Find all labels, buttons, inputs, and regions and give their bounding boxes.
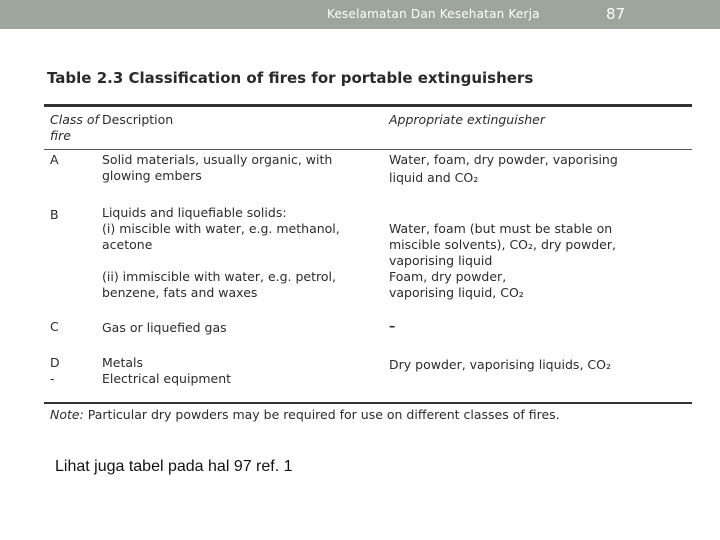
row-a-description: Solid materials, usually organic, with glowing embers [102,152,333,183]
table-top-rule [44,104,692,107]
row-b-extinguisher-ii: Foam, dry powder, vaporising liquid, CO₂ [389,269,524,300]
header-rule [44,149,692,150]
page-number: 87 [606,5,626,23]
course-title: Keselamatan Dan Kesehatan Kerja [327,7,540,21]
row-b-description-i: Liquids and liquefiable solids: (i) miscible with water, e.g. methanol, acetone [102,205,340,252]
table-note: Note: Particular dry powders may be required for use on different classes of fires. [50,407,560,422]
row-b-extinguisher-i: Water, foam (but must be stable on miscible solvents), CO₂, dry powder, vaporising liquid [389,221,616,268]
row-b-description-ii: (ii) immiscible with water, e.g. petrol, benzene, fats and waxes [102,269,336,300]
row-c-extinguisher: – [389,318,396,333]
row-d-extinguisher: Dry powder, vaporising liquids, CO₂ [389,357,611,372]
row-d-class: D - [50,355,60,386]
row-b-class: B [50,207,59,222]
slide-caption: Lihat juga tabel pada hal 97 ref. 1 [55,458,293,475]
table-title: Table 2.3 Classification of fires for portable extinguishers [47,69,534,87]
slide-header-bar [0,0,720,29]
header-class-of-fire: Class of fire [50,112,99,143]
row-a-extinguisher: Water, foam, dry powder, vaporising liquid and CO₂ [389,152,618,185]
row-c-description: Gas or liquefied gas [102,320,227,335]
row-d-description: Metals Electrical equipment [102,355,232,386]
row-c-class: C [50,319,59,334]
table-bottom-rule [44,402,692,404]
row-a-class: A [50,152,59,167]
header-description: Description [102,112,174,127]
scanned-table-image [44,66,694,428]
header-extinguisher: Appropriate extinguisher [389,112,545,127]
